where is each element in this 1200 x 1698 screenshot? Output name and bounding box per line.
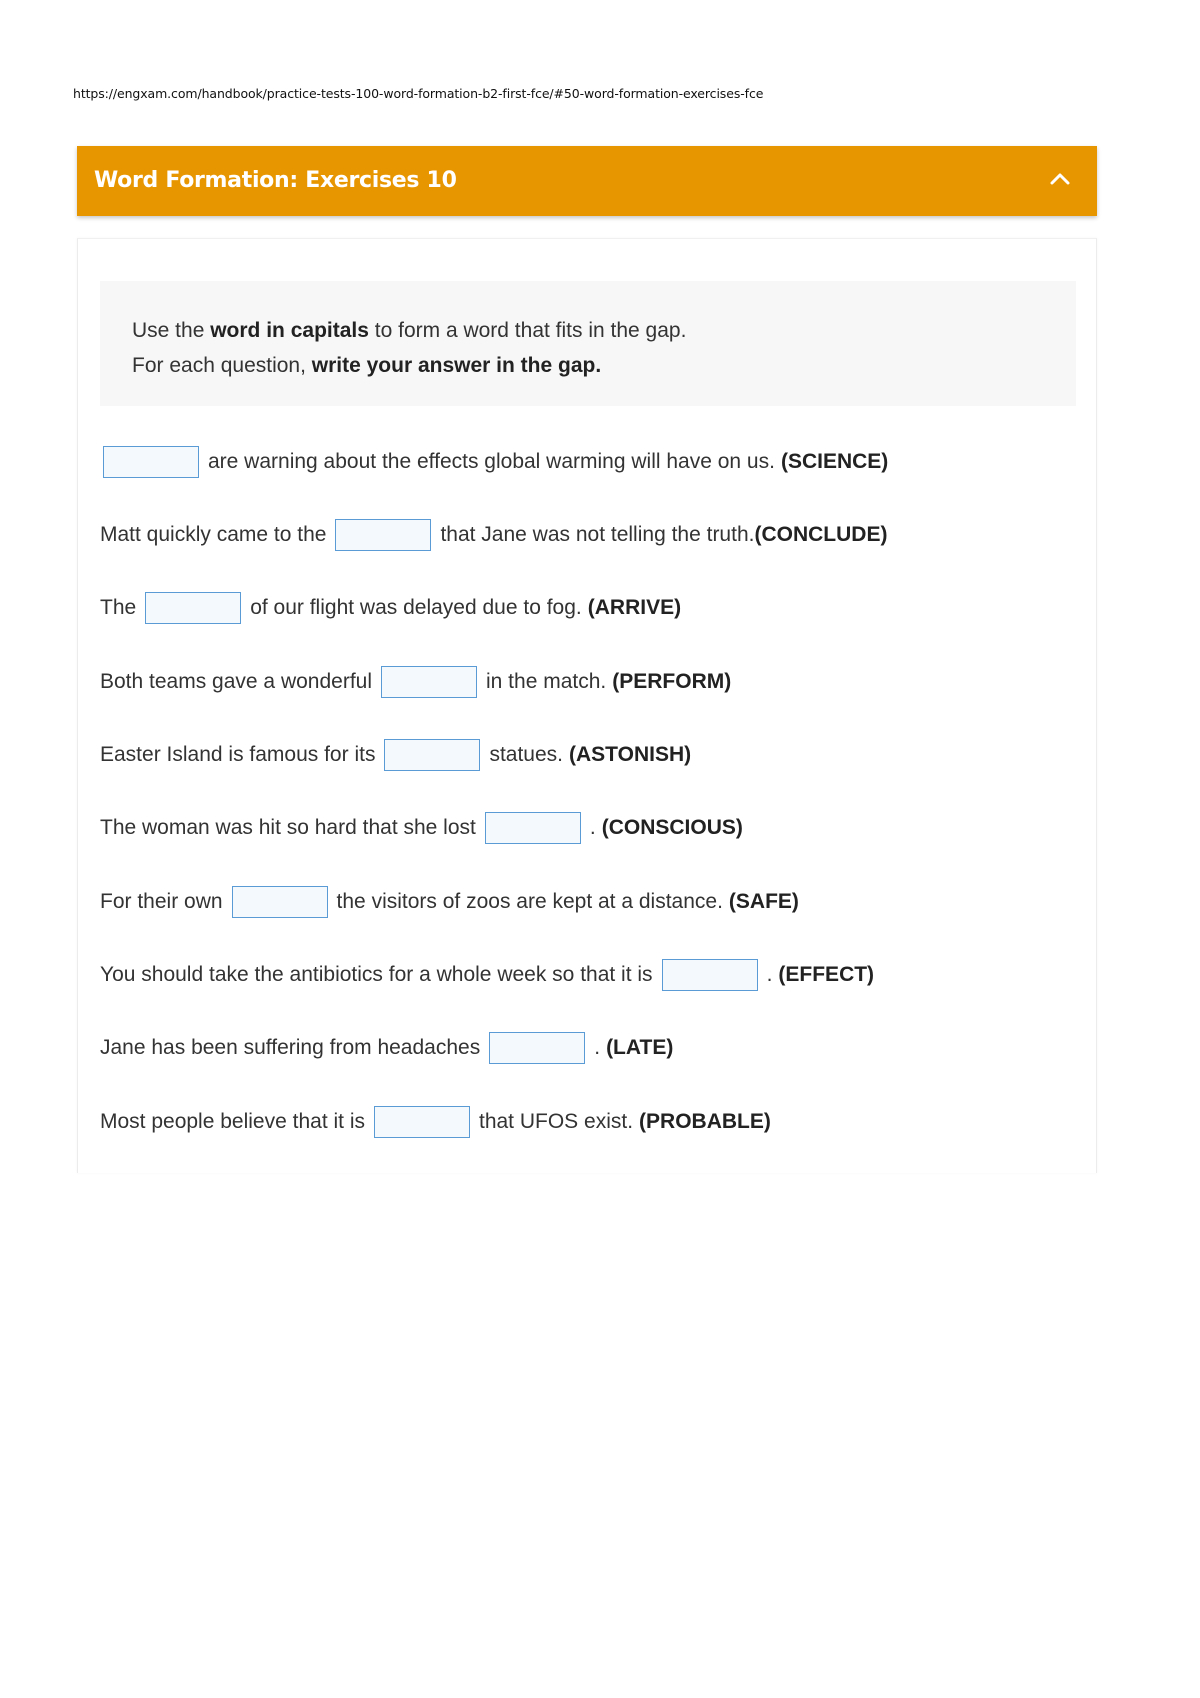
question-text-before: The woman was hit so hard that she lost xyxy=(100,816,476,839)
question-5 xyxy=(100,737,691,773)
question-text-after: . xyxy=(589,816,596,839)
instructions-text: Use the xyxy=(132,319,211,342)
instructions-text: to form a word that fits in the gap. xyxy=(368,319,687,342)
answer-gap-9[interactable] xyxy=(489,1032,585,1064)
exercise-panel xyxy=(77,238,1097,1173)
question-4 xyxy=(100,664,731,700)
accordion-title: Word Formation: Exercises 10 xyxy=(94,168,457,193)
answer-gap-7[interactable] xyxy=(232,886,328,918)
question-2 xyxy=(100,517,887,553)
instructions-line-2 xyxy=(132,348,1076,383)
question-keyword: (CONCLUDE) xyxy=(754,523,888,546)
question-text-after: in the match. xyxy=(486,670,607,693)
answer-gap-2[interactable] xyxy=(335,519,431,551)
question-keyword: (SCIENCE) xyxy=(780,450,889,473)
answer-gap-1[interactable] xyxy=(103,446,199,478)
question-text-before: The xyxy=(100,596,137,619)
question-keyword: (PERFORM) xyxy=(612,670,732,693)
question-3 xyxy=(100,590,681,626)
answer-gap-3[interactable] xyxy=(145,592,241,624)
question-text-after: of our flight was delayed due to fog. xyxy=(250,596,582,619)
answer-gap-4[interactable] xyxy=(381,666,477,698)
instructions-line-1 xyxy=(132,313,1076,348)
question-keyword: (ARRIVE) xyxy=(587,596,682,619)
question-8 xyxy=(100,957,874,993)
question-text-before: Both teams gave a wonderful xyxy=(100,670,372,693)
question-text-after: statues. xyxy=(489,743,563,766)
answer-gap-10[interactable] xyxy=(374,1106,470,1138)
question-keyword: (SAFE) xyxy=(728,890,799,913)
question-text-before: You should take the antibiotics for a whole week so that it is xyxy=(100,963,653,986)
question-keyword: (CONSCIOUS) xyxy=(601,816,743,839)
question-text-after: . xyxy=(594,1036,601,1059)
question-10 xyxy=(100,1104,771,1140)
instructions-emphasis: word in capitals xyxy=(210,319,369,342)
answer-gap-6[interactable] xyxy=(485,812,581,844)
question-text-before: Matt quickly came to the xyxy=(100,523,327,546)
answer-gap-5[interactable] xyxy=(384,739,480,771)
question-text-before: For their own xyxy=(100,890,223,913)
question-6 xyxy=(100,810,743,846)
instructions-box xyxy=(100,281,1076,406)
question-text-before: Most people believe that it is xyxy=(100,1110,365,1133)
question-text-after: that Jane was not telling the truth. xyxy=(440,523,755,546)
question-text-after: . xyxy=(766,963,773,986)
question-keyword: (ASTONISH) xyxy=(569,743,692,766)
instructions-text: For each question, xyxy=(132,354,312,377)
question-text-before: Jane has been suffering from headaches xyxy=(100,1036,481,1059)
question-text-after: are warning about the effects global warming will have on us. xyxy=(208,450,775,473)
question-text-after: that UFOS exist. xyxy=(478,1110,634,1133)
chevron-up-icon[interactable] xyxy=(1045,164,1075,194)
accordion-header[interactable] xyxy=(77,146,1097,216)
question-1 xyxy=(100,444,888,480)
question-text-before: Easter Island is famous for its xyxy=(100,743,376,766)
question-text-after: the visitors of zoos are kept at a distance. xyxy=(336,890,723,913)
question-7 xyxy=(100,884,799,920)
answer-gap-8[interactable] xyxy=(662,959,758,991)
instructions-emphasis: write your answer in the gap. xyxy=(311,354,602,377)
question-keyword: (PROBABLE) xyxy=(639,1110,771,1133)
question-9 xyxy=(100,1030,673,1066)
question-keyword: (EFFECT) xyxy=(778,963,875,986)
source-url[interactable]: https://engxam.com/handbook/practice-tests-100-word-formation-b2-first-fce/#50-word-formation-exercises-fce xyxy=(73,86,764,101)
question-keyword: (LATE) xyxy=(606,1036,674,1059)
